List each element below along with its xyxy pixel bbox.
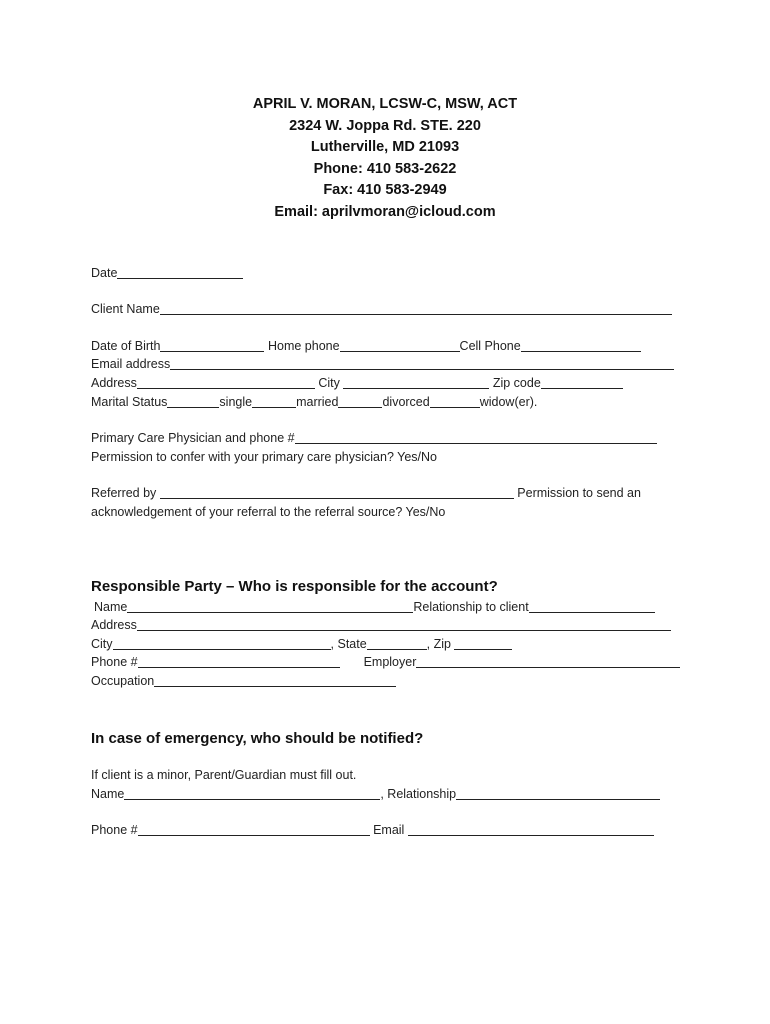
minor-note: If client is a minor, Parent/Guardian must fill out. <box>91 768 357 782</box>
referred-by-row <box>91 485 641 502</box>
referral-permission-text: Permission to send an <box>517 486 641 500</box>
pcp-permission-text: Permission to confer with your primary care physician? Yes/No <box>91 450 437 464</box>
resp-zip-label: , Zip <box>426 637 451 651</box>
resp-phone-field[interactable] <box>138 655 340 668</box>
referred-by-field[interactable] <box>160 486 514 499</box>
date-label: Date <box>91 266 118 280</box>
address-label: Address <box>91 376 137 390</box>
single-field[interactable] <box>167 395 219 408</box>
zip-label: Zip code <box>492 376 541 390</box>
client-name-field[interactable] <box>160 302 672 315</box>
referred-by-label: Referred by <box>91 486 157 500</box>
resp-name-field[interactable] <box>127 600 413 613</box>
emergency-name-label: Name <box>91 787 125 801</box>
email-row <box>91 356 674 373</box>
emergency-heading: In case of emergency, who should be notified? <box>91 730 424 747</box>
pcp-permission-row <box>91 449 437 466</box>
date-row <box>91 265 243 282</box>
date-field[interactable] <box>117 266 243 279</box>
client-name-label: Client Name <box>91 302 160 316</box>
address-row <box>91 375 623 392</box>
resp-name-label: Name <box>94 600 128 614</box>
marital-status-row <box>91 394 537 411</box>
emergency-name-row <box>91 786 660 803</box>
emergency-relationship-field[interactable] <box>456 787 660 800</box>
provider-address: 2324 W. Joppa Rd. STE. 220 <box>289 117 481 134</box>
address-field[interactable] <box>137 376 315 389</box>
cell-phone-label: Cell Phone <box>459 339 521 353</box>
resp-relationship-label: Relationship to client <box>413 600 529 614</box>
client-name-row <box>91 301 672 318</box>
resp-occupation-field[interactable] <box>154 674 396 687</box>
resp-employer-field[interactable] <box>416 655 680 668</box>
resp-city-row <box>91 636 512 653</box>
dob-field[interactable] <box>160 339 264 352</box>
emergency-phone-label: Phone # <box>91 823 138 837</box>
married-label: married <box>296 395 339 409</box>
responsible-party-heading: Responsible Party – Who is responsible for the account? <box>91 578 498 595</box>
divorced-field[interactable] <box>338 395 382 408</box>
resp-occupation-label: Occupation <box>91 674 155 688</box>
emergency-phone-field[interactable] <box>138 823 370 836</box>
widow-field[interactable] <box>430 395 480 408</box>
resp-address-field[interactable] <box>137 618 671 631</box>
city-field[interactable] <box>343 376 489 389</box>
dob-row <box>91 338 641 355</box>
pcp-row <box>91 430 657 447</box>
resp-relationship-field[interactable] <box>529 600 655 613</box>
resp-phone-label: Phone # <box>91 655 138 669</box>
resp-state-field[interactable] <box>367 637 427 650</box>
marital-status-label: Marital Status <box>91 395 168 409</box>
referral-permission-row <box>91 504 445 521</box>
emergency-relationship-label: , Relationship <box>380 787 457 801</box>
emergency-name-field[interactable] <box>124 787 380 800</box>
resp-address-label: Address <box>91 618 137 632</box>
married-field[interactable] <box>252 395 296 408</box>
resp-city-field[interactable] <box>113 637 331 650</box>
single-label: single <box>219 395 253 409</box>
emergency-email-label: Email <box>373 823 405 837</box>
email-address-field[interactable] <box>170 357 674 370</box>
provider-email: Email: aprilvmoran@icloud.com <box>274 203 496 220</box>
referral-permission-text-2: acknowledgement of your referral to the referral source? Yes/No <box>91 505 446 519</box>
provider-fax: Fax: 410 583-2949 <box>323 182 447 198</box>
zip-field[interactable] <box>541 376 623 389</box>
dob-label: Date of Birth <box>91 339 161 353</box>
emergency-phone-row <box>91 822 654 839</box>
resp-employer-label: Employer <box>363 655 417 669</box>
emergency-email-field[interactable] <box>408 823 654 836</box>
home-phone-field[interactable] <box>340 339 460 352</box>
email-address-label: Email address <box>91 357 171 371</box>
cell-phone-field[interactable] <box>521 339 641 352</box>
resp-city-label: City <box>91 637 113 651</box>
city-label: City <box>318 376 340 390</box>
pcp-label: Primary Care Physician and phone # <box>91 431 295 445</box>
divorced-label: divorced <box>382 395 430 409</box>
resp-address-row <box>91 617 671 634</box>
minor-note-row <box>91 767 356 784</box>
resp-occupation-row <box>91 673 396 690</box>
provider-name: APRIL V. MORAN, LCSW-C, MSW, ACT <box>252 96 518 112</box>
widow-label: widow(er). <box>479 395 538 409</box>
pcp-field[interactable] <box>295 431 657 444</box>
resp-zip-field[interactable] <box>454 637 512 650</box>
resp-phone-row <box>91 654 680 671</box>
provider-phone: Phone: 410 583-2622 <box>313 160 457 177</box>
letterhead <box>0 94 770 223</box>
home-phone-label: Home phone <box>267 339 340 353</box>
provider-city: Lutherville, MD 21093 <box>310 139 460 155</box>
resp-name-row <box>94 599 655 616</box>
resp-state-label: , State <box>330 637 367 651</box>
